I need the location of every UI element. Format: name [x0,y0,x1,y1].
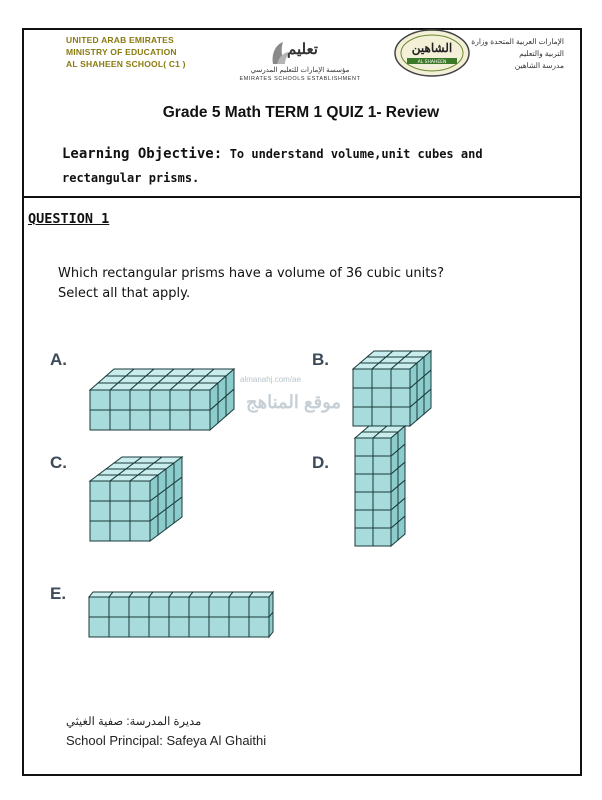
question-prompt-line-1: Which rectangular prisms have a volume of 36 cubic units? [58,266,444,281]
cube-front [149,617,169,637]
cube-front [90,481,110,501]
cube-front [372,369,391,388]
cube-front [391,407,410,426]
option-e-label[interactable]: E. [50,584,67,603]
cube-front [130,410,150,430]
cube-front [129,597,149,617]
cube-front [355,456,373,474]
cube-front [109,597,129,617]
taleem-subtitle-en: EMIRATES SCHOOLS ESTABLISHMENT [239,76,361,82]
cube-front [189,617,209,637]
cube-front [109,617,129,637]
taleem-subtitle-ar: مؤسسة الإمارات للتعليم المدرسي [250,67,350,74]
cube-front [372,407,391,426]
cube-front [373,438,391,456]
cube-front [169,597,189,617]
watermark-text: موقع المناهج [246,392,342,412]
objective-text: To understand volume,unit cubes and rectangular prisms. [62,147,483,185]
option-c-label[interactable]: C. [50,453,67,472]
cube-front [129,617,149,637]
cube-front [249,597,269,617]
cube-front [355,528,373,546]
cube-front [373,492,391,510]
cube-front [130,390,150,410]
cube-front [355,474,373,492]
cube-front [90,390,110,410]
cube-front [373,528,391,546]
cube-front [209,597,229,617]
cube-front [353,407,372,426]
cube-front [169,617,189,637]
objective-label: Learning Objective: [62,146,223,162]
header-right-line-1: الإمارات العربية المتحدة وزارة [471,37,564,46]
cube-front [149,597,169,617]
taleem-logo-text: تعليم [287,40,318,58]
cube-front [355,510,373,528]
cube-front [190,390,210,410]
cube-front [373,474,391,492]
page-title: Grade 5 Math TERM 1 QUIZ 1- Review [162,104,440,121]
watermark-url: almanahj.com/ae [240,375,301,384]
cube-front [373,456,391,474]
cube-front [249,617,269,637]
cube-front [110,390,130,410]
cube-front [89,597,109,617]
cube-front [90,521,110,541]
question-label: QUESTION 1 [28,211,110,227]
shaheen-logo-text-ar: الشاهين [411,41,453,55]
cube-front [150,390,170,410]
cube-front [130,481,150,501]
cube-front [209,617,229,637]
question-prompt-line-2: Select all that apply. [58,286,191,301]
cube-front [110,501,130,521]
cube-front [110,481,130,501]
cube-front [391,388,410,407]
cube-front [353,369,372,388]
cube-front [130,521,150,541]
header-right-line-3: مدرسة الشاهين [514,61,564,70]
cube-front [130,501,150,521]
cube-front [89,617,109,637]
header-left-line-3: AL SHAHEEN SCHOOL( C1 ) [66,59,186,69]
cube-front [170,390,190,410]
cube-front [391,369,410,388]
header-right-line-2: التربية والتعليم [519,49,564,58]
principal-signature-en: School Principal: Safeya Al Ghaithi [66,733,267,748]
cube-front [90,501,110,521]
cube-front [372,388,391,407]
cube-front [190,410,210,430]
cube-front [189,597,209,617]
cube-front [353,388,372,407]
cube-front [355,492,373,510]
header-left-line-1: UNITED ARAB EMIRATES [66,35,174,45]
cube-front [229,617,249,637]
cube-front [373,510,391,528]
cube-front [355,438,373,456]
cube-side [269,592,273,617]
cube-front [110,410,130,430]
cube-front [110,521,130,541]
cube-front [90,410,110,430]
header-left-line-2: MINISTRY OF EDUCATION [66,47,177,57]
cube-front [170,410,190,430]
cube-front [150,410,170,430]
principal-signature-ar: مديرة المدرسة: صفية الغيثي [66,716,202,728]
option-b-label[interactable]: B. [312,350,329,369]
option-d-label[interactable]: D. [312,453,329,472]
shaheen-logo-text-en: AL SHAHEEN [417,60,447,65]
option-a-label[interactable]: A. [50,350,67,369]
cube-front [229,597,249,617]
